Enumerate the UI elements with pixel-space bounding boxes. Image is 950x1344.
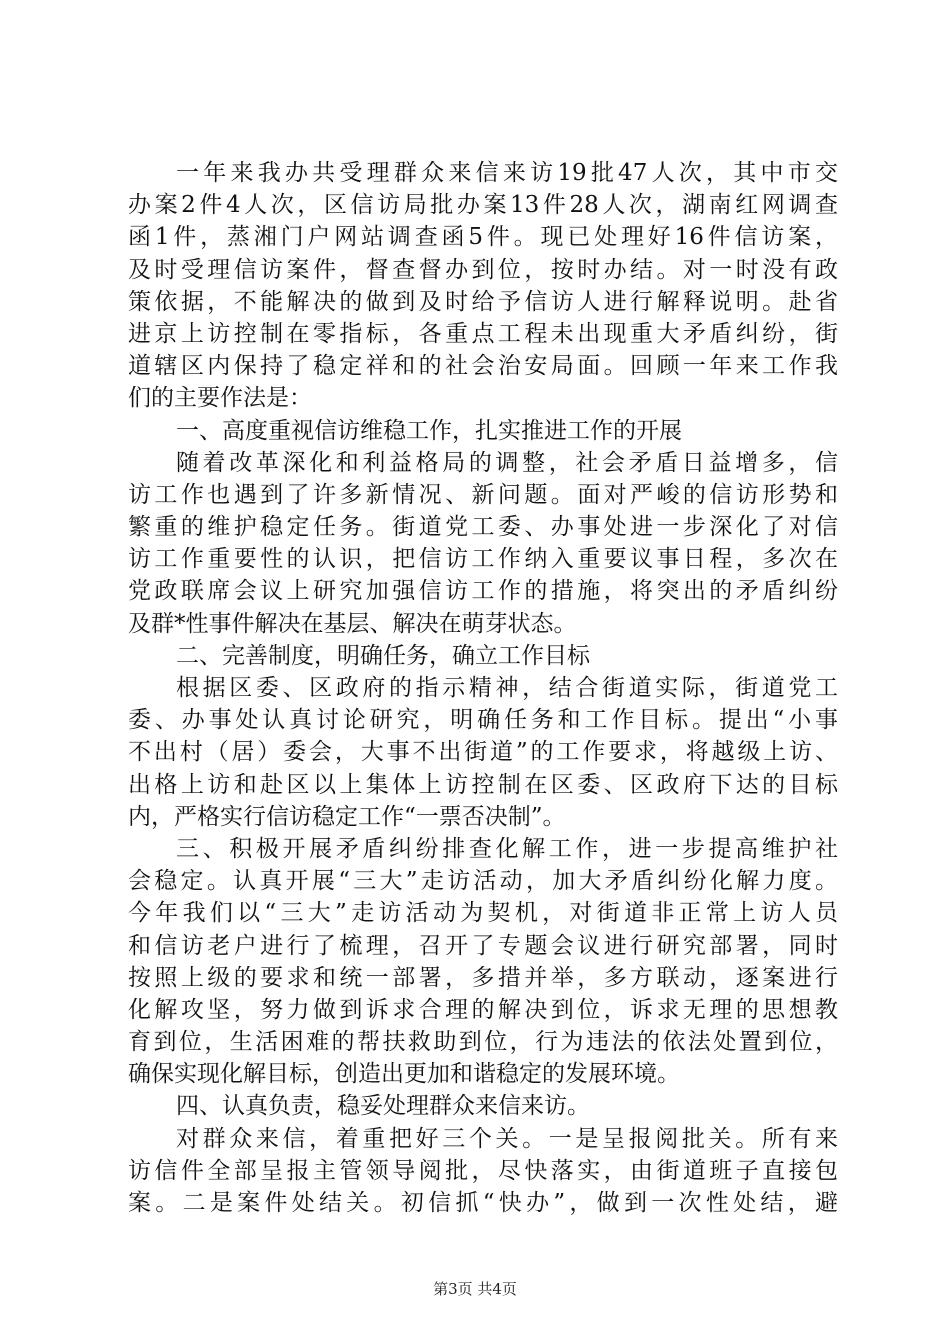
text-line: 案。二是案件处结关。初信抓“快办”，做到一次性处结，避 [128,1190,838,1216]
text-line: 化解攻坚，努力做到诉求合理的解决到位，诉求无理的思想教 [128,996,838,1023]
text-line: 确保实现化解目标，创造出更加和谐稳定的发展环境。 [128,1061,680,1088]
text-line: 一、高度重视信访维稳工作，扎实推进工作的开展 [176,417,682,444]
text-line: 出格上访和赴区以上集体上访控制在区委、区政府下达的目标 [128,771,838,798]
text-line: 今年我们以“三大”走访活动为契机，对街道非正常上访人员 [128,900,838,927]
text-line: 进京上访控制在零指标，各重点工程未出现重大矛盾纠纷，街 [128,320,838,347]
body-text [128,157,838,1219]
text-line: 内，严格实行信访稳定工作“一票否决制”。 [128,803,566,830]
page-footer: 第3页 共4页 [433,1280,517,1298]
text-line: 办案2件4人次，区信访局批办案13件28人次，湖南红网调查 [128,192,838,219]
text-line: 对群众来信，着重把好三个关。一是呈报阅批关。所有来 [176,1125,838,1152]
text-line: 一年来我办共受理群众来信来访19批47人次，其中市交 [176,160,838,186]
text-line: 党政联席会议上研究加强信访工作的措施，将突出的矛盾纠纷 [128,578,838,605]
text-line: 不出村（居）委会，大事不出街道”的工作要求，将越级上访、 [128,739,838,766]
text-line: 会稳定。认真开展“三大”走访活动，加大矛盾纠纷化解力度。 [128,868,838,895]
text-line: 及时受理信访案件，督查督办到位，按时办结。对一时没有政 [128,256,838,283]
text-line: 按照上级的要求和统一部署，多措并举，多方联动，逐案进行 [128,964,838,991]
text-line: 四、认真负责，稳妥处理群众来信来访。 [176,1093,590,1120]
text-line: 访工作重要性的认识，把信访工作纳入重要议事日程，多次在 [128,546,838,573]
text-line: 及群*性事件解决在基层、解决在萌芽状态。 [128,610,577,637]
text-line: 访工作也遇到了许多新情况、新问题。面对严峻的信访形势和 [128,481,838,508]
text-line: 策依据，不能解决的做到及时给予信访人进行解释说明。赴省 [128,288,838,315]
text-line: 三、积极开展矛盾纠纷排查化解工作，进一步提高维护社 [176,835,838,862]
text-line: 和信访老户进行了梳理，召开了专题会议进行研究部署，同时 [128,932,838,959]
text-line: 们的主要作法是： [128,385,312,412]
text-line: 函1件，蒸湘门户网站调查函5件。现已处理好16件信访案， [128,224,838,251]
text-line: 访信件全部呈报主管领导阅批，尽快落实，由街道班子直接包 [128,1157,838,1184]
text-line: 繁重的维护稳定任务。街道党工委、办事处进一步深化了对信 [128,514,838,541]
text-line: 随着改革深化和利益格局的调整，社会矛盾日益增多，信 [176,449,838,476]
text-line: 根据区委、区政府的指示精神，结合街道实际，街道党工 [176,675,838,701]
text-line: 二、完善制度，明确任务，确立工作目标 [176,642,590,669]
text-line: 育到位，生活困难的帮扶救助到位，行为违法的依法处置到位， [128,1029,838,1056]
text-line: 委、办事处认真讨论研究，明确任务和工作目标。提出“小事 [128,707,838,734]
text-line: 道辖区内保持了稳定祥和的社会治安局面。回顾一年来工作我 [128,353,838,380]
